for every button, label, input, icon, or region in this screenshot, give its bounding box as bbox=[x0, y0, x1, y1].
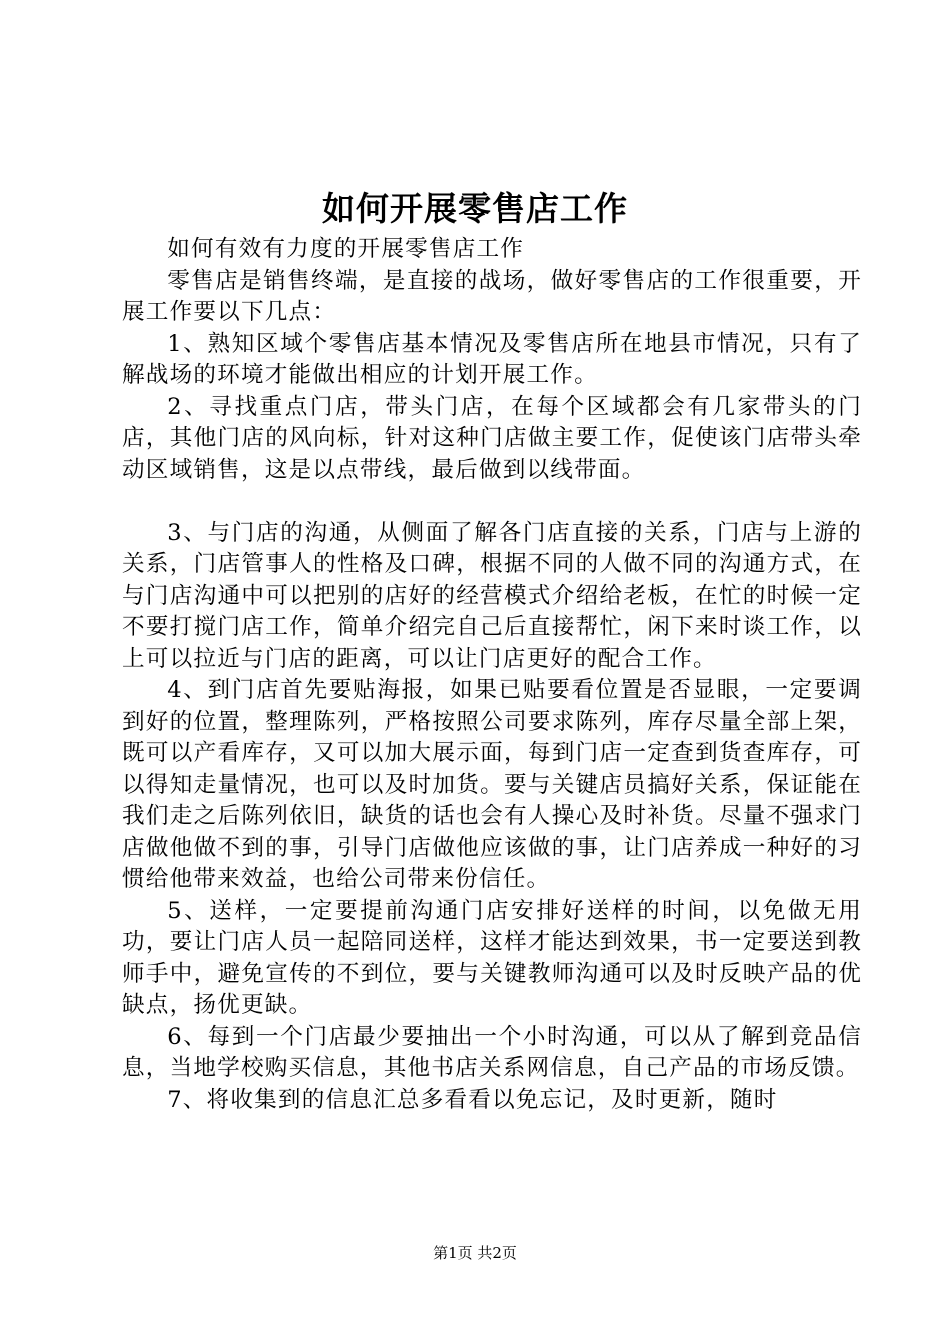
paragraph-point-3: 3、与门店的沟通，从侧面了解各门店直接的关系，门店与上游的关系，门店管事人的性格及口碑，根据不同的人做不同的沟通方式，在与门店沟通中可以把别的店好的经营模式介绍给老板，在忙的时候一定不要打搅门店工作，简单介绍完自己后直接帮忙，闲下来时谈工作，以上可以拉近与门店的距离，可以让门店更好的配合工作。 bbox=[122, 519, 862, 672]
page-number-footer: 第1页 共2页 bbox=[433, 1244, 517, 1262]
document-body bbox=[122, 234, 862, 1116]
paragraph-point-7: 7、将收集到的信息汇总多看看以免忘记，及时更新，随时 bbox=[167, 1086, 778, 1113]
paragraph-point-5: 5、送样，一定要提前沟通门店安排好送样的时间，以免做无用功，要让门店人员一起陪同送样，这样才能达到效果，书一定要送到教师手中，避免宣传的不到位，要与关键教师沟通可以及时反映产品的优缺点，扬优更缺。 bbox=[122, 897, 862, 1018]
paragraph-intro: 零售店是销售终端，是直接的战场，做好零售店的工作很重要，开展工作要以下几点： bbox=[122, 267, 862, 325]
document-title: 如何开展零售店工作 bbox=[322, 189, 628, 228]
blank-line bbox=[122, 486, 862, 518]
paragraph-subtitle: 如何有效有力度的开展零售店工作 bbox=[167, 236, 525, 262]
paragraph-point-1: 1、熟知区域个零售店基本情况及零售店所在地县市情况，只有了解战场的环境才能做出相应的计划开展工作。 bbox=[122, 330, 862, 388]
paragraph-point-4: 4、到门店首先要贴海报，如果已贴要看位置是否显眼，一定要调到好的位置，整理陈列，严格按照公司要求陈列，库存尽量全部上架，既可以产看库存，又可以加大展示面，每到门店一定查到货查库存，可以得知走量情况，也可以及时加货。要与关键店员搞好关系，保证能在我们走之后陈列依旧，缺货的话也会有人操心及时补货。尽量不强求门店做他做不到的事，引导门店做他应该做的事，让门店养成一种好的习惯给他带来效益，也给公司带来份信任。 bbox=[122, 677, 862, 892]
paragraph-point-2: 2、寻找重点门店，带头门店，在每个区域都会有几家带头的门店，其他门店的风向标，针对这种门店做主要工作，促使该门店带头牵动区域销售，这是以点带线，最后做到以线带面。 bbox=[122, 393, 862, 483]
paragraph-point-6: 6、每到一个门店最少要抽出一个小时沟通，可以从了解到竞品信息，当地学校购买信息，其他书店关系网信息，自己产品的市场反馈。 bbox=[122, 1023, 862, 1081]
